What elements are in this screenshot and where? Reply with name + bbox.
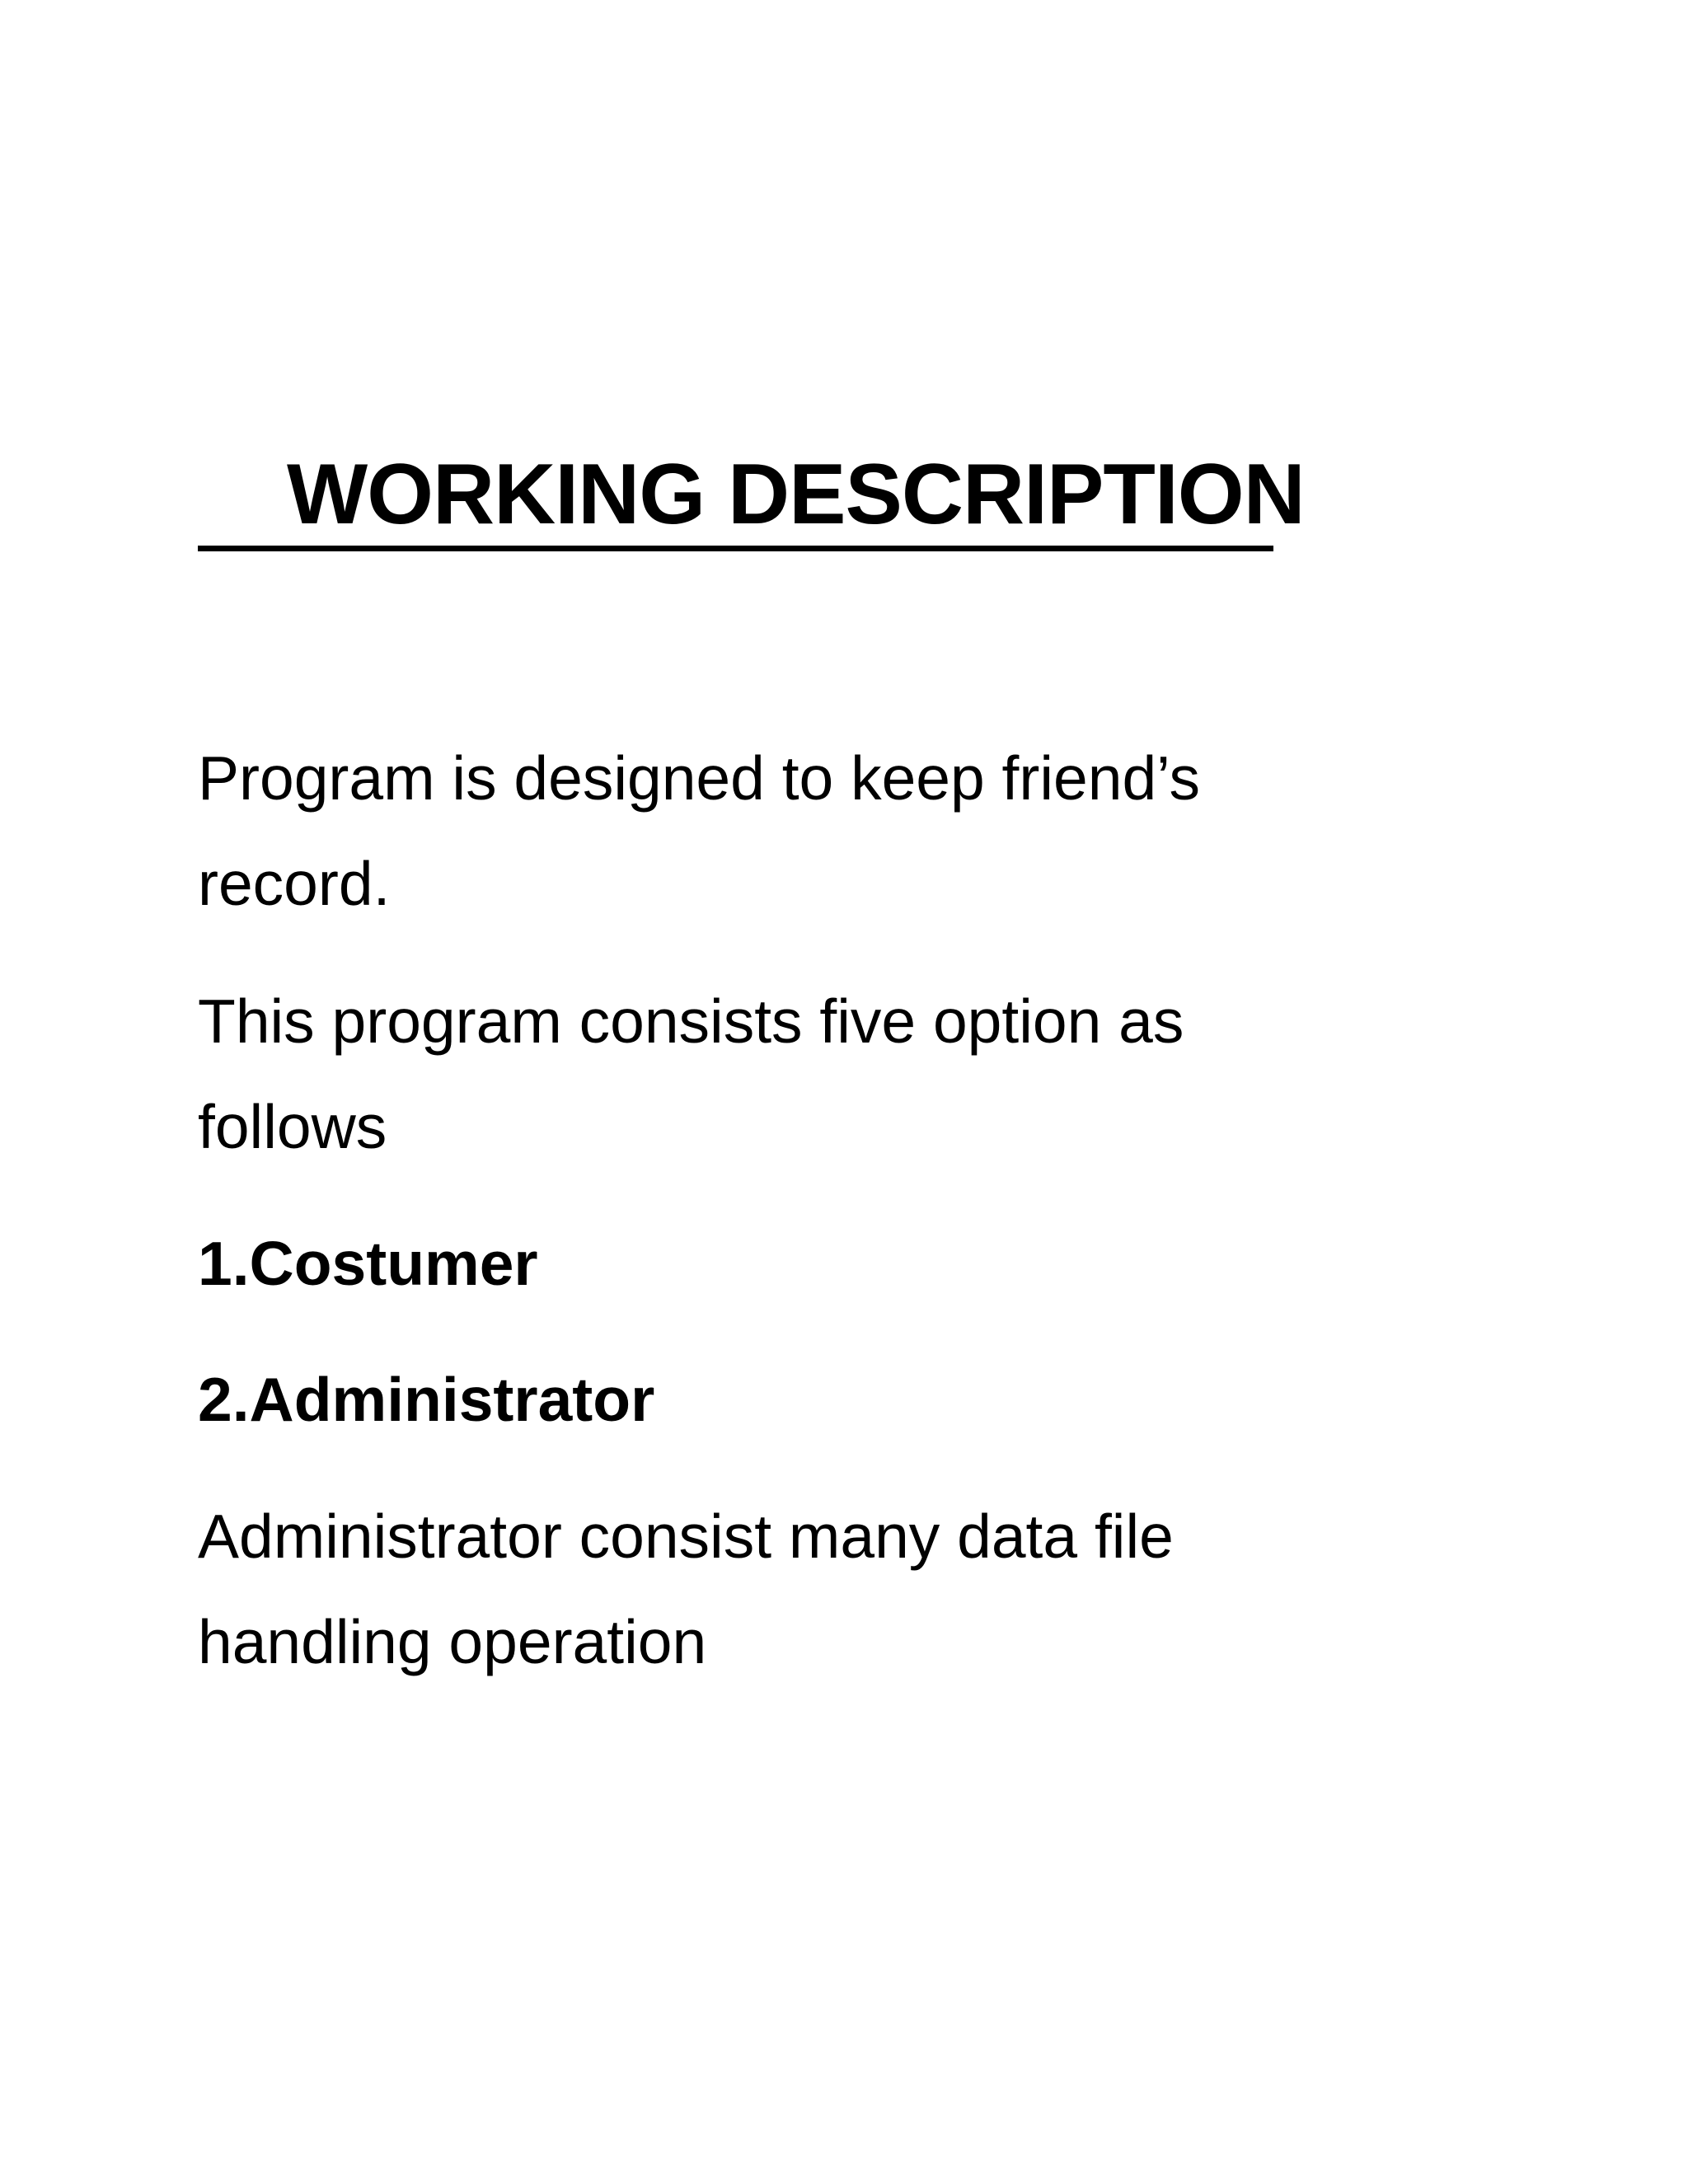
paragraph-purpose [198, 725, 1368, 936]
page-title: WORKING DESCRIPTION [287, 447, 1305, 542]
paragraph-administrator [198, 1483, 1368, 1694]
paragraph-line: Administrator consist many data file [198, 1502, 1174, 1571]
option-item-administrator: 2.Administrator [198, 1365, 655, 1434]
option-item-costumer: 1.Costumer [198, 1229, 538, 1298]
paragraph-line: Program is designed to keep friend’s [198, 743, 1200, 813]
title-underline [198, 546, 1273, 551]
paragraph-line: This program consists five option as [198, 987, 1184, 1056]
paragraph-line: record. [198, 849, 391, 918]
heading-block [198, 445, 1305, 560]
paragraph-line: follows [198, 1092, 387, 1161]
paragraph-options-intro [198, 968, 1368, 1179]
paragraph-line: handling operation [198, 1607, 707, 1676]
